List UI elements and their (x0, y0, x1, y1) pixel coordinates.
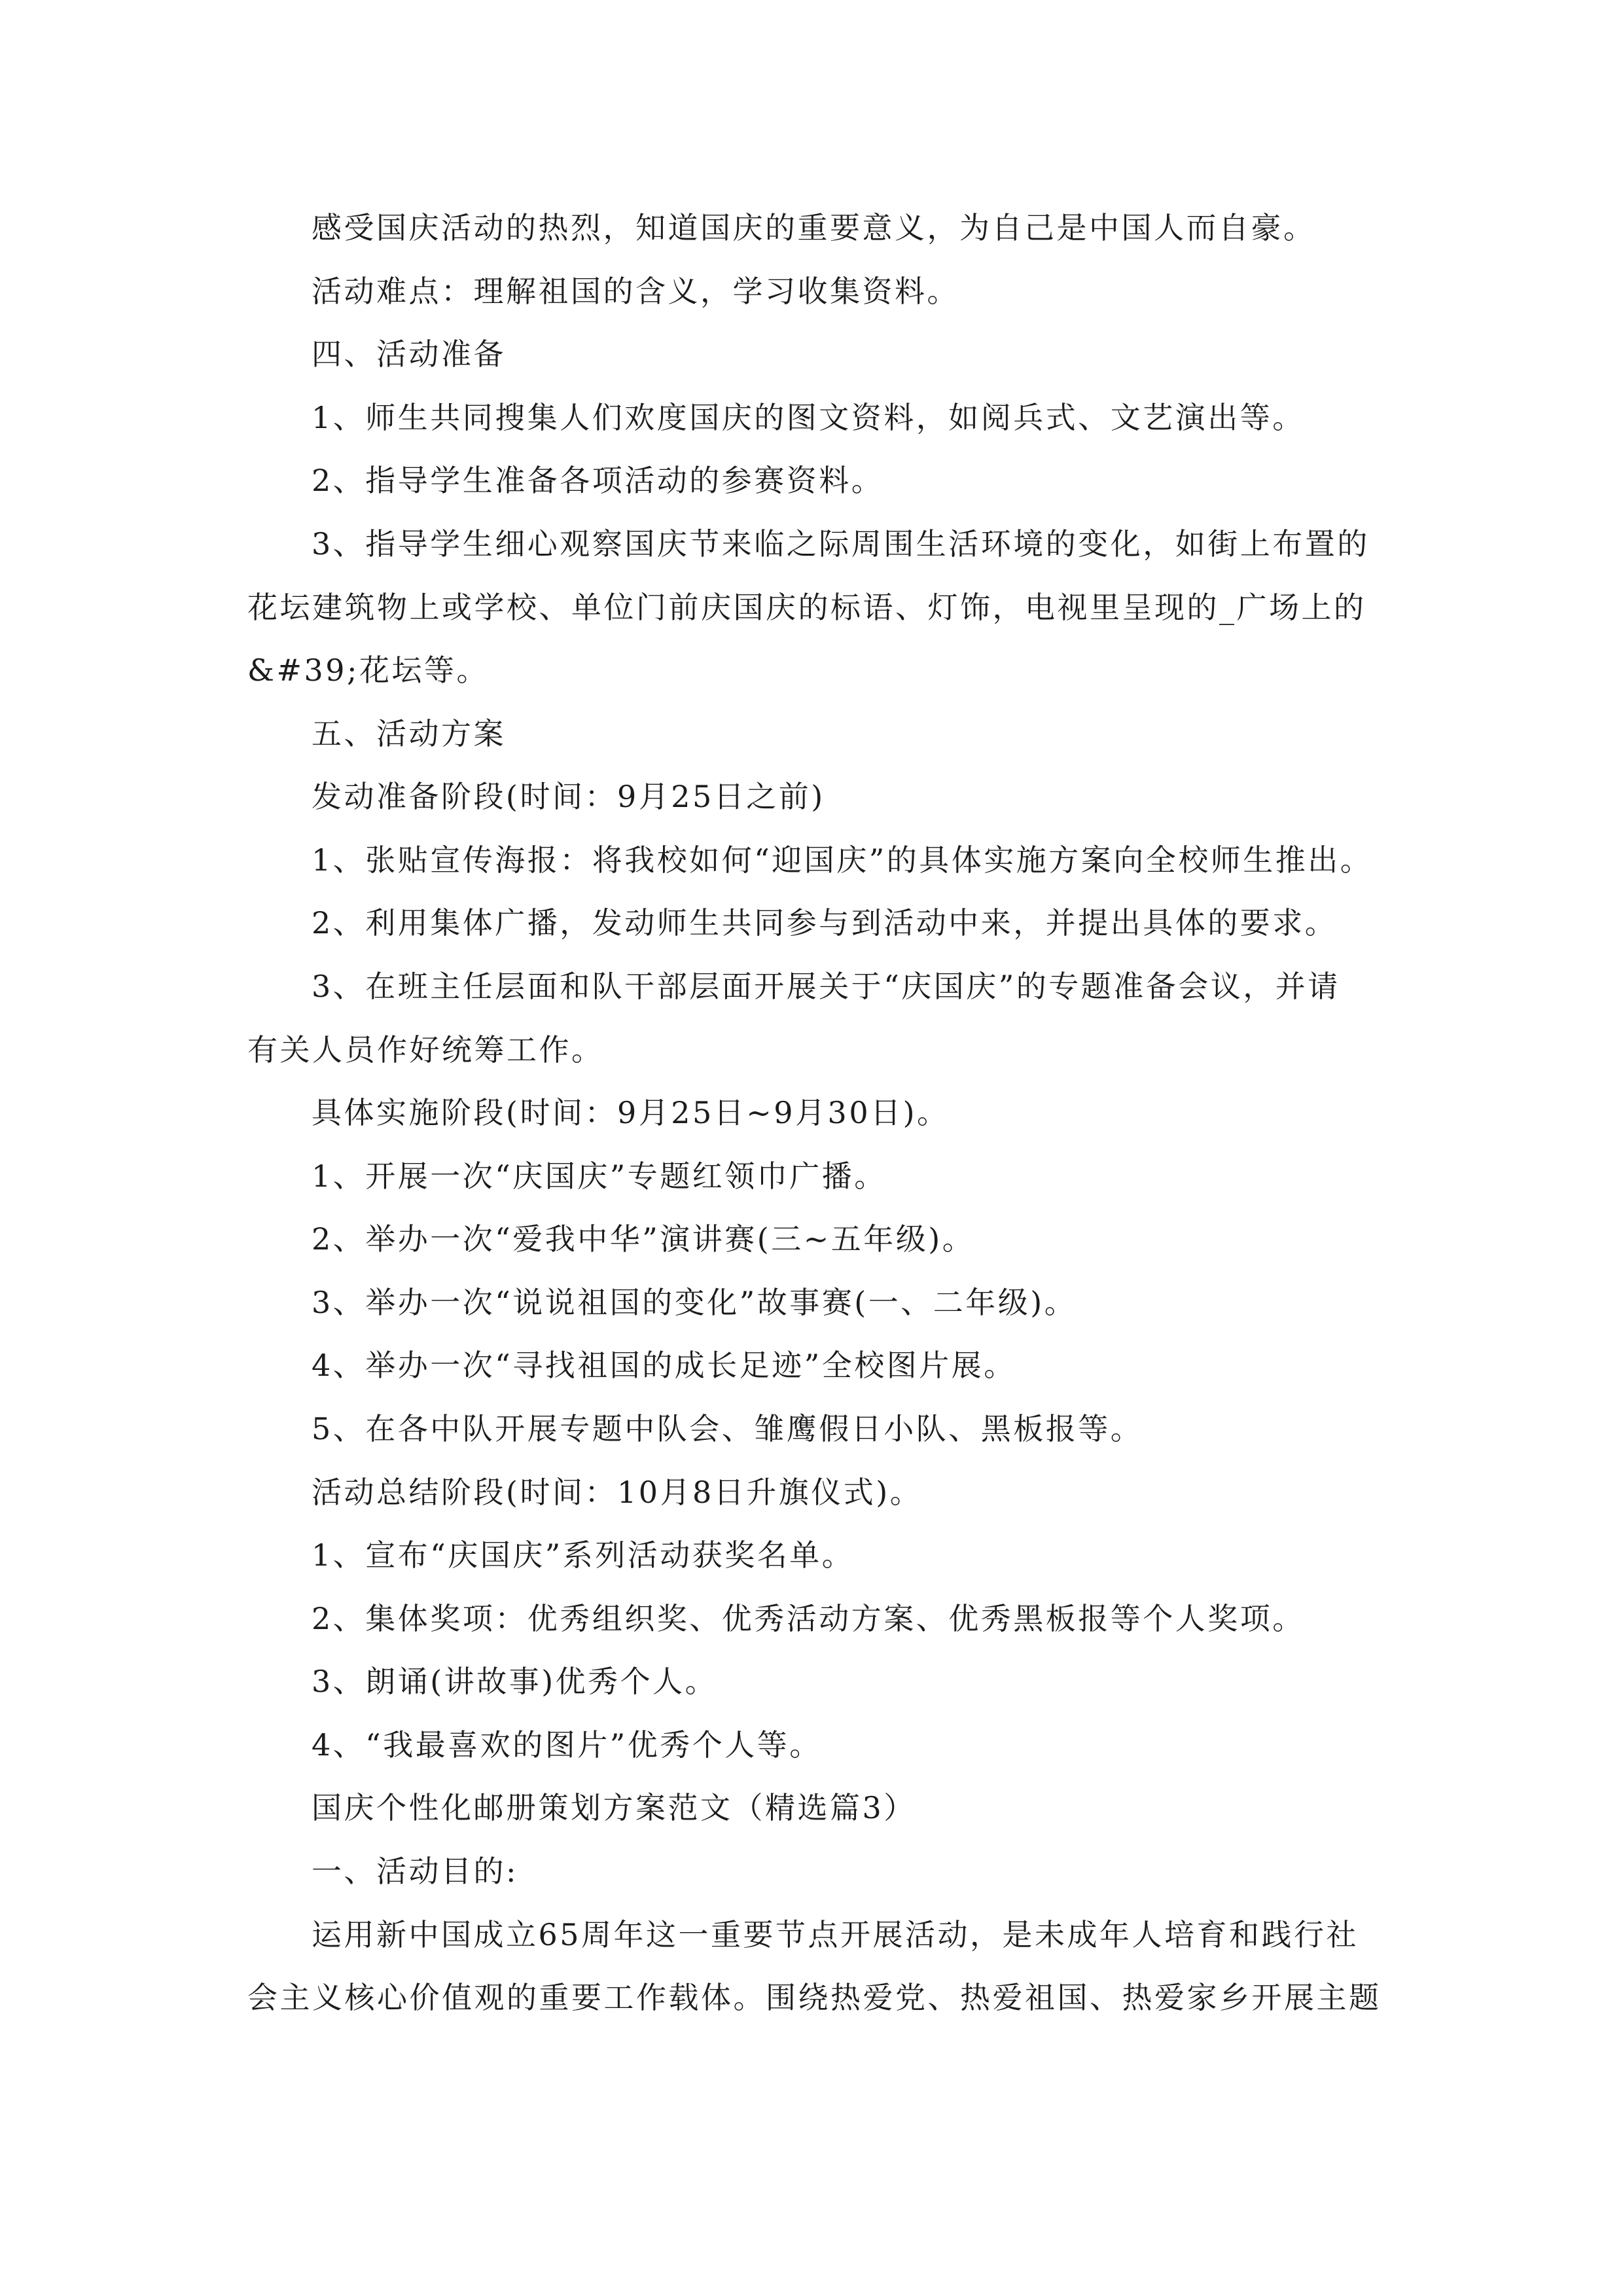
section-heading: 四、活动准备 (312, 336, 506, 372)
paragraph-line: 花坛建筑物上或学校、单位门前庆国庆的标语、灯饰，电视里呈现的_广场上的 (247, 590, 1366, 625)
list-item: 3、举办一次“说说祖国的变化”故事赛(一、二年级)。 (312, 1285, 1077, 1320)
paragraph-line: 有关人员作好统筹工作。 (247, 1032, 604, 1067)
paragraph-line: 活动难点：理解祖国的含义，学习收集资料。 (312, 274, 959, 309)
section-heading: 一、活动目的: (312, 1854, 518, 1889)
list-item: 3、在班主任层面和队干部层面开展关于“庆国庆”的专题准备会议，并请 (312, 969, 1340, 1004)
list-item: 2、指导学生准备各项活动的参赛资料。 (312, 463, 884, 498)
list-item: 4、“我最喜欢的图片”优秀个人等。 (312, 1727, 822, 1763)
phase-heading: 具体实施阶段(时间：9月25日~9月30日)。 (312, 1095, 950, 1130)
article-title: 国庆个性化邮册策划方案范文（精选篇3） (312, 1790, 916, 1825)
list-item: 2、利用集体广播，发动师生共同参与到活动中来，并提出具体的要求。 (312, 905, 1338, 941)
list-item: 1、宣布“庆国庆”系列活动获奖名单。 (312, 1537, 855, 1573)
section-heading: 五、活动方案 (312, 716, 506, 751)
list-item: 5、在各中队开展专题中队会、雏鹰假日小队、黑板报等。 (312, 1411, 1143, 1446)
paragraph-line: &#39;花坛等。 (247, 653, 490, 688)
list-item: 3、指导学生细心观察国庆节来临之际周围生活环境的变化，如街上布置的 (312, 526, 1370, 562)
paragraph-line: 运用新中国成立65周年这一重要节点开展活动，是未成年人培育和践行社 (312, 1917, 1359, 1952)
paragraph-line: 会主义核心价值观的重要工作载体。围绕热爱党、热爱祖国、热爱家乡开展主题 (247, 1980, 1382, 2015)
paragraph-line: 感受国庆活动的热烈，知道国庆的重要意义，为自己是中国人而自豪。 (312, 210, 1316, 245)
list-item: 1、开展一次“庆国庆”专题红领巾广播。 (312, 1158, 887, 1194)
phase-heading: 活动总结阶段(时间：10月8日升旗仪式)。 (312, 1475, 923, 1510)
list-item: 1、张贴宣传海报：将我校如何“迎国庆”的具体实施方案向全校师生推出。 (312, 842, 1373, 878)
list-item: 4、举办一次“寻找祖国的成长足迹”全校图片展。 (312, 1348, 1016, 1383)
list-item: 3、朗诵(讲故事)优秀个人。 (312, 1664, 718, 1699)
list-item: 2、集体奖项：优秀组织奖、优秀活动方案、优秀黑板报等个人奖项。 (312, 1601, 1305, 1636)
list-item: 1、师生共同搜集人们欢度国庆的图文资料，如阅兵式、文艺演出等。 (312, 400, 1305, 435)
list-item: 2、举办一次“爱我中华”演讲赛(三~五年级)。 (312, 1221, 975, 1257)
phase-heading: 发动准备阶段(时间：9月25日之前) (312, 779, 825, 814)
